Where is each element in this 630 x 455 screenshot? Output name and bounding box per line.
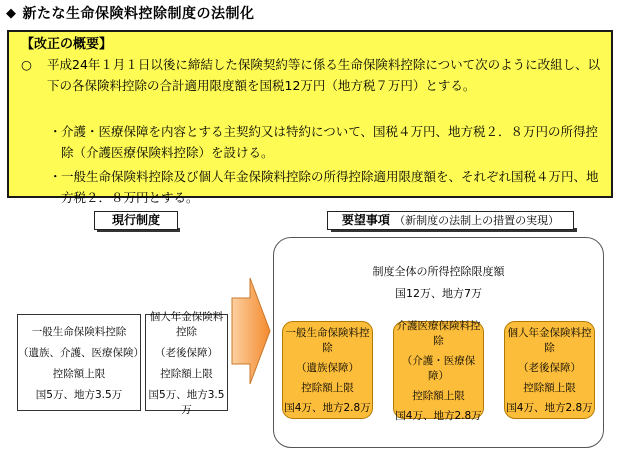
total-limit-title: 制度全体の所得控除限度額 — [372, 265, 505, 278]
box-line: 一般生命保険料控除 — [31, 325, 127, 338]
right-arrow-icon — [230, 276, 272, 386]
box-line: 控除額上限 — [52, 367, 106, 380]
new-box-general-life — [282, 321, 373, 419]
request-label-main: 要望事項 — [341, 213, 390, 227]
summary-bullet-text: 一般生命保険料控除及び個人年金保険料控除の所得控除適用限度額を、それぞれ国税４万円、地方税２．８万円とする。 — [61, 169, 599, 205]
summary-bullet — [21, 121, 601, 163]
new-box-care-medical — [393, 319, 484, 422]
box-line: （老後保障） — [518, 362, 581, 374]
request-label — [327, 211, 574, 230]
request-label-sub: （新制度の法制上の措置の実現） — [394, 214, 560, 227]
current-box-general-life — [17, 314, 144, 411]
title-text: 新たな生命保険料控除制度の法制化 — [22, 6, 255, 22]
diamond-icon: ◆ — [6, 5, 17, 21]
box-line: 控除額上限 — [160, 367, 213, 380]
box-line: 個人年金保険料控除 — [507, 327, 592, 354]
summary-bullet — [21, 166, 601, 208]
new-box-pension — [504, 321, 595, 419]
box-line: （遺族、介護、医療保険） — [18, 346, 144, 359]
bullet-mark: ・ — [49, 124, 62, 139]
box-line: 個人年金保険料控除 — [149, 310, 224, 338]
box-line: （老後保障） — [155, 346, 218, 359]
box-line: （遺族保障） — [296, 362, 359, 374]
box-line: 控除額上限 — [523, 382, 576, 394]
box-line: 国5万、地方3.5万 — [35, 388, 123, 401]
page-title — [6, 2, 255, 24]
summary-heading: 【改正の概要】 — [21, 37, 113, 52]
box-line: 国4万、地方2.8万 — [506, 402, 593, 414]
bullet-mark: ・ — [49, 169, 62, 184]
box-line: 国4万、地方2.8万 — [284, 402, 371, 414]
box-line: 国5万、地方3.5万 — [148, 388, 225, 416]
box-line: 介護医療保険料控除 — [396, 319, 481, 347]
current-label: 現行制度 — [94, 211, 178, 230]
summary-intro-text: 平成24年１月１日以後に締結した保険契約等に係る生命保険料控除について次のように改組し、以下の各保険料控除の合計適用限度額を国税12万円（地方税７万円）とする。 — [47, 57, 601, 93]
summary-bullets — [21, 121, 601, 208]
circle-mark: ○ — [21, 57, 32, 72]
box-line: 控除額上限 — [412, 389, 465, 402]
box-line: 一般生命保険料控除 — [285, 327, 370, 354]
summary-bullet-text: 介護・医療保障を内容とする主契約又は特約について、国税４万円、地方税２．８万円の所得控除（介護医療保険料控除）を設ける。 — [61, 124, 599, 160]
box-line: （介護・医療保障） — [401, 354, 476, 382]
summary-intro — [21, 54, 601, 117]
summary-box — [7, 30, 613, 205]
box-line: 控除額上限 — [301, 382, 354, 394]
total-limit-value: 国12万、地方7万 — [395, 287, 482, 300]
current-box-pension — [145, 310, 228, 416]
box-line: 国4万、地方2.8万 — [395, 409, 482, 422]
